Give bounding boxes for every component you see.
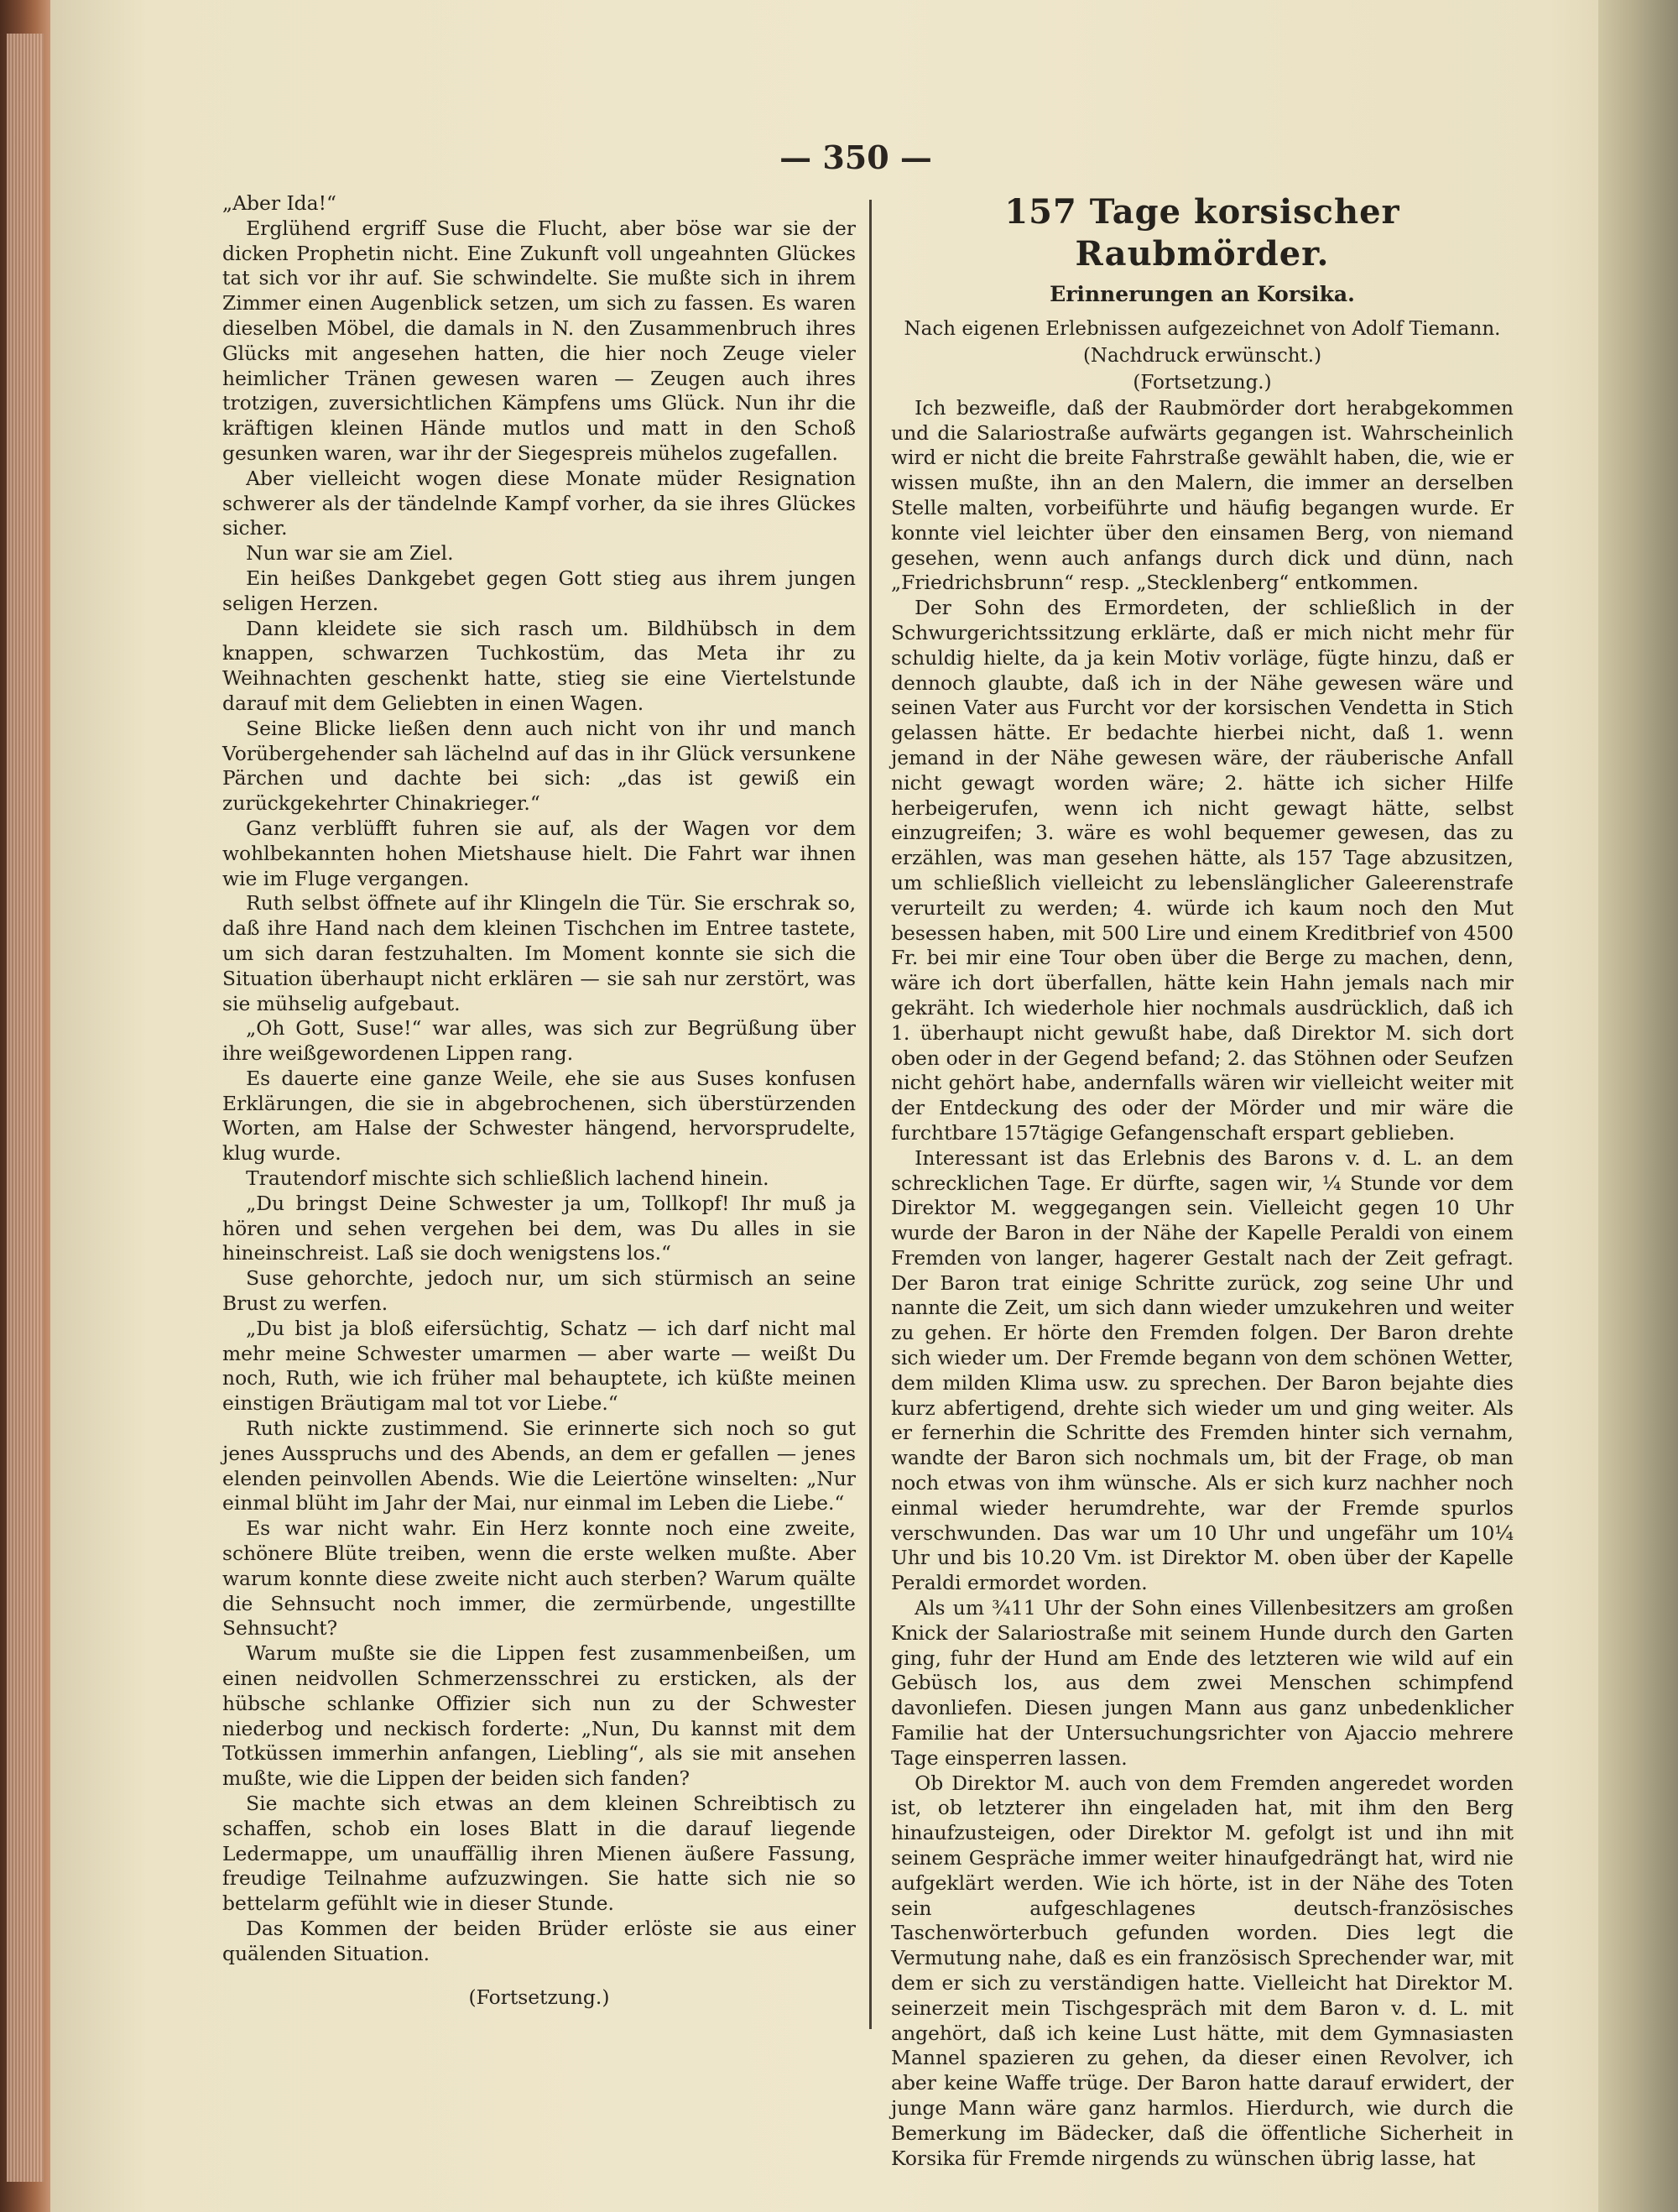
article-paragraph: Ob Direktor M. auch von dem Fremden angeredet worden ist, ob letzterer ihn eingeladen hat, mit ihm den Berg hinaufzusteigen, oder Direktor M. gefolgt ist und ihn mit seinem Gespräche immer weiter hinaufgedrängt hat, wird nie aufgeklärt werden. Wie ich hörte, ist in der Nähe des Toten sein aufgeschlagenes deutsch-französisches Taschenwörterbuch gefunden worden. Dies legt die Vermutung nahe, daß es ein französisch Sprechender war, mit dem er sich zu verständigen hatte. Vielleicht hat Direktor M. seinerzeit mein Tischgespräch mit dem Baron v. d. L. mit angehört, daß ich keine Lust hätte, mit dem Gymnasiasten Mannel spazieren zu gehen, da dieser einen Revolver, ich aber keine Waffe trüge. Der Baron hatte darauf erwidert, der junge Mann wäre ganz harmlos. Hierdurch, wie durch die Bemerkung im Bädecker, daß die öffentliche Sicherheit in Korsika für Fremde nirgends zu wünschen übrig lasse, hat — [891, 1771, 1514, 2170]
story-paragraph: Erglühend ergriff Suse die Flucht, aber böse war sie der dicken Prophetin nicht. Eine Zukunft voll ungeahnten Glückes tat sich vor ihr auf. Sie schwindelte. Sie mußte sich in ihrem Zimmer einen Augenblick setzen, um sich zu fassen. Es waren dieselben Möbel, die damals in N. den Zusammenbruch ihres Glücks mit angesehen hatten, die hier noch Zeuge vieler heimlicher Tränen gewesen waren — Zeugen auch ihres trotzigen, zuversichtlichen Kämpfens ums Glück. Nun ihr die kräftigen kleinen Hände mutlos und matt in den Schoß gesunken waren, war ihr der Siegespreis mühelos zugefallen. — [222, 216, 856, 465]
page-edges — [7, 34, 44, 2182]
right-column-article — [891, 191, 1514, 2171]
article-byline: Nach eigenen Erlebnissen aufgezeichnet von Adolf Tiemann. — [904, 317, 1501, 340]
article-paragraph: Als um ¾11 Uhr der Sohn eines Villenbesitzers am großen Knick der Salariostraße mit seinem Hunde durch den Garten ging, fuhr der Hund am Ende des letzteren wie wild auf ein Gebüsch los, aus dem zwei Menschen schimpfend davonliefen. Diesen jungen Mann aus ganz unbedenklicher Familie hat der Untersuchungsrichter von Ajaccio mehrere Tage einsperren lassen. — [891, 1596, 1514, 1770]
story-paragraph: „Oh Gott, Suse!“ war alles, was sich zur Begrüßung über ihre weißgewordenen Lippen rang. — [222, 1016, 856, 1066]
left-column-story — [222, 191, 856, 2010]
article-subtitle: Erinnerungen an Korsika. — [1050, 282, 1355, 306]
story-paragraph: Dann kleidete sie sich rasch um. Bildhübsch in dem knappen, schwarzen Tuchkostüm, das Meta ihr zu Weihnachten geschenkt hatte, stieg sie eine Viertelstunde darauf mit dem Geliebten in einen Wagen. — [222, 616, 856, 715]
story-paragraph: „Du bist ja bloß eifersüchtig, Schatz — ich darf nicht mal mehr meine Schwester umarmen — aber warte — weißt Du noch, Ruth, wie ich früher mal behauptete, ich küßte meinen einstigen Bräutigam mal tot vor Liebe.“ — [222, 1316, 856, 1416]
article-paragraph: Der Sohn des Ermordeten, der schließlich in der Schwurgerichtssitzung erklärte, daß er mich nicht mehr für schuldig hielte, da ja kein Motiv vorläge, fügte hinzu, daß er dennoch glaubte, daß ich in der Nähe gewesen wäre und seinen Vater aus Furcht vor der korsischen Vendetta in Stich gelassen hätte. Er bedachte hierbei nicht, daß 1. wenn jemand in der Nähe gewesen wäre, der räuberische Anfall nicht gewagt worden wäre; 2. hätte ich sicher Hilfe herbeigerufen, wenn ich nicht gewagt hätte, selbst einzugreifen; 3. wäre es wohl bequemer gewesen, das zu erzählen, was man gesehen hätte, als 157 Tage abzusitzen, um schließlich vielleicht zu lebenslänglicher Galeerenstrafe verurteilt zu werden; 4. würde ich kaum noch den Mut besessen haben, mit 500 Lire und einem Kreditbrief von 4500 Fr. bei mir eine Tour oben über die Berge zu machen, denn, wäre ich dort überfallen, hätte kein Hahn jemals nach mir gekräht. Ich wiederhole hier nochmals ausdrücklich, daß ich 1. überhaupt nicht gewußt habe, daß Direktor M. sich dort oben oder in der Gegend befand; 2. das Stöhnen oder Seufzen nicht gehört habe, andernfalls wären wir vielleicht weiter mit der Entdeckung des oder der Mörder und mir wäre die furchtbare 157tägige Gefangenschaft erspart geblieben. — [891, 596, 1514, 1145]
story-paragraph: Ruth nickte zustimmend. Sie erinnerte sich noch so gut jenes Ausspruchs und des Abends, an dem er gefallen — jenes elenden peinvollen Abends. Wie die Leiertöne winselten: „Nur einmal blüht im Jahr der Mai, nur einmal im Leben die Liebe.“ — [222, 1416, 856, 1516]
story-paragraph: Warum mußte sie die Lippen fest zusammenbeißen, um einen neidvollen Schmerzensschrei zu ersticken, als der hübsche schlanke Offizier sich nun zu der Schwester niederbog und neckisch forderte: „Nun, Du kannst mit dem Totküssen immerhin anfangen, Liebling“, als sie mit ansehen mußte, wie die Lippen der beiden sich fanden? — [222, 1641, 856, 1791]
article-paragraph: Ich bezweifle, daß der Raubmörder dort herabgekommen und die Salariostraße aufwärts gegangen ist. Wahrscheinlich wird er nicht die breite Fahrstraße gewählt haben, die, wie er wissen mußte, ihn an den Malern, die immer an derselben Stelle malten, vorbeiführte und häufig begangen wurde. Er konnte viel leichter über den einsamen Berg, von niemand gesehen, wenn auch anfangs durch dick und dünn, nach „Friedrichsbrunn“ resp. „Stecklenberg“ entkommen. — [891, 395, 1514, 595]
story-paragraph: Es dauerte eine ganze Weile, ehe sie aus Suses konfusen Erklärungen, die sie in abgebrochenen, sich überstürzenden Worten, am Halse der Schwester hängend, hervorsprudelte, klug wurde. — [222, 1066, 856, 1166]
article-title: 157 Tage korsischer Raubmörder. — [1004, 192, 1400, 274]
book-binding — [0, 0, 50, 2212]
story-paragraph: Nun war sie am Ziel. — [246, 541, 454, 566]
story-paragraph: Suse gehorchte, jedoch nur, um sich stürmisch an seine Brust zu werfen. — [222, 1266, 856, 1316]
story-paragraph: Ganz verblüfft fuhren sie auf, als der Wagen vor dem wohlbekannten hohen Mietshause hielt. Die Fahrt war ihnen wie im Fluge vergangen. — [222, 816, 856, 890]
story-paragraph: Trautendorf mischte sich schließlich lachend hinein. — [246, 1166, 769, 1191]
story-paragraph: „Aber Ida!“ — [222, 191, 336, 215]
story-paragraph: Es war nicht wahr. Ein Herz konnte noch eine zweite, schönere Blüte treiben, wenn die erste welken mußte. Aber warum konnte diese zweite nicht auch sterben? Warum quälte die Sehnsucht noch immer, die zermürbende, ungestillte Sehnsucht? — [222, 1516, 856, 1641]
article-paragraph: Interessant ist das Erlebnis des Barons v. d. L. an dem schrecklichen Tage. Er dürfte, sagen wir, ¼ Stunde vor dem Direktor M. weggegangen sein. Vielleicht gegen 10 Uhr wurde der Baron in der Nähe der Kapelle Peraldi von einem Fremden von langer, hagerer Gestalt nach der Zeit gefragt. Der Baron trat einige Schritte zurück, zog seine Uhr und nannte die Zeit, um sich dann wieder umzukehren und weiter zu gehen. Er hörte den Fremden folgen. Der Baron drehte sich wieder um. Der Fremde begann von dem schönen Wetter, dem milden Klima usw. zu sprechen. Der Baron bejahte dies kurz abfertigend, drehte sich wieder um und ging weiter. Als er fernerhin die Schritte des Fremden hinter sich vernahm, wandte der Baron sich nochmals um, bit der Frage, ob man noch etwas von ihm wünsche. Als er sich kurz nachher noch einmal wieder herumdrehte, war der Fremde spurlos verschwunden. Das war um 10 Uhr und ungefähr um 10¼ Uhr und bis 10.20 Vm. ist Direktor M. oben über der Kapelle Peraldi ermordet worden. — [891, 1145, 1514, 1595]
continuation-note: (Fortsetzung.) — [468, 1985, 610, 2009]
page-fore-edge — [1598, 0, 1678, 2212]
story-paragraph: Seine Blicke ließen denn auch nicht von ihr und manch Vorübergehender sah lächelnd auf das in ihr Glück versunkene Pärchen und dachte bei sich: „das ist gewiß ein zurückgekehrter Chinakrieger.“ — [222, 716, 856, 816]
reprint-note: (Nachdruck erwünscht.) — [1082, 344, 1322, 367]
continuation-label: (Fortsetzung.) — [1133, 371, 1272, 394]
story-paragraph: Das Kommen der beiden Brüder erlöste sie aus einer quälenden Situation. — [222, 1916, 856, 1965]
page-number: — 350 — — [779, 138, 932, 176]
story-paragraph: „Du bringst Deine Schwester ja um, Tollkopf! Ihr muß ja hören und sehen vergehen bei dem, was Du alles in sie hineinschreist. Laß sie doch wenigstens los.“ — [222, 1191, 856, 1265]
story-paragraph: Ein heißes Dankgebet gegen Gott stieg aus ihrem jungen seligen Herzen. — [222, 566, 856, 615]
column-divider — [869, 200, 872, 2029]
story-paragraph: Aber vielleicht wogen diese Monate müder Resignation schwerer als der tändelnde Kampf vorher, da sie ihres Glückes sicher. — [222, 466, 856, 540]
story-paragraph: Sie machte sich etwas an dem kleinen Schreibtisch zu schaffen, schob ein loses Blatt in die darauf liegende Ledermappe, um unauffällig ihren Mienen äußere Fassung, freudige Teilnahme aufzuzwingen. Sie hatte sich nie so bettelarm gefühlt wie in dieser Stunde. — [222, 1792, 856, 1916]
story-paragraph: Ruth selbst öffnete auf ihr Klingeln die Tür. Sie erschrak so, daß ihre Hand nach dem kleinen Tischchen im Entree tastete, um sich daran festzuhalten. Im Moment konnte sie sich die Situation überhaupt nicht erklären — sie sah nur zerstört, was sie mühselig aufgebaut. — [222, 891, 856, 1015]
